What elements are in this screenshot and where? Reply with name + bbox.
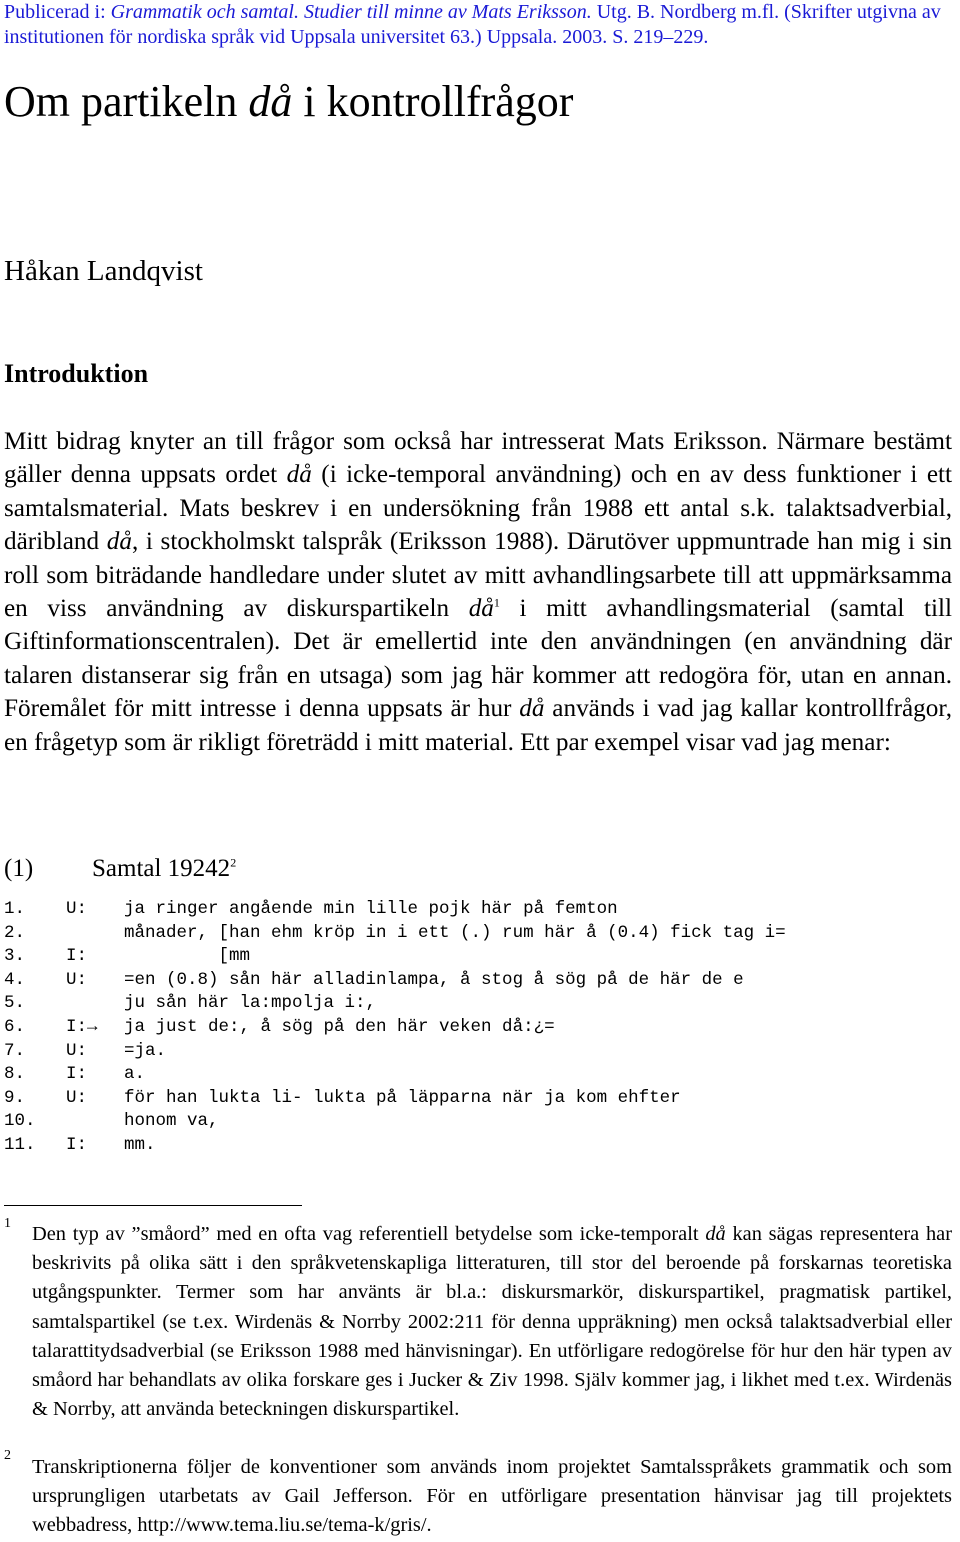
footnote-number: 2 [4,1448,11,1463]
text-run: i mitt avhandlingsmaterial (samtal till Giftinformationscentralen). Det är emellertid inte den användningen (en användning där talaren distanserar sig från en utsaga) som jag här kommer att redogöra för, utan en annan. Föremålet för mitt intresse i denna uppsats är hur [4,595,952,723]
italic-word: då [468,595,494,623]
example-title: Samtal 19242 [92,855,231,882]
speaker: U: [66,1087,88,1108]
line-number: 1. [4,899,26,919]
line-number: 6. [4,1016,26,1037]
line-number: 10. [4,1111,36,1132]
transcript-line [4,1087,786,1111]
utterance: ja just de:, å sög på den här veken då:¿= [124,1016,555,1037]
speaker: U: [66,899,88,919]
title-italic-word: då [248,77,293,126]
transcript-line [4,1016,786,1040]
italic-word: då [519,695,545,723]
line-number: 8. [4,1064,26,1085]
utterance: för han lukta li- lukta på läpparna när ja kom ehfter [124,1087,681,1108]
text-run: används i vad jag kallar kontrollfrågor, en frågetyp som är rikligt företrädd i mitt material. Ett par exempel visar vad jag menar: [4,695,952,756]
pub-book-title: Grammatik och samtal. Studier till minne av Mats Eriksson. [110,1,592,23]
line-number: 9. [4,1087,26,1108]
text-run: , i stockholmskt talspråk (Eriksson 1988). Därutöver uppmuntrade han mig i sin roll som biträdande handledare under slutet av mitt avhandlingsarbete till att uppmärksamma en viss användning av diskurspartikeln [4,528,952,623]
utterance: mm. [124,1134,156,1155]
line-number: 2. [4,922,26,943]
title-part: i kontrollfrågor [292,77,574,126]
speaker: I: [66,1064,88,1085]
utterance: ju sån här la:mpolja i:, [124,993,377,1014]
line-number: 11. [4,1134,36,1155]
italic-word: då [705,1223,726,1245]
utterance: månader, [han ehm kröp in i ett (.) rum här å (0.4) fick tag i= [124,922,786,943]
text-run: kan sägas representera har beskrivits på olika sätt i den språkvetenskapliga litteraturen, till stor del beroende på forskarnas teoretiska utgångspunkter. Termer som har använts är bl.a.: diskursmarkör, diskurspartikel, pragmatisk partikel, samtalspartikel (se t.ex. Wirdenäs & Norrby 2002:211 för denna uppräkning) men också talaktsadverbial eller talarattitydsadverbial (se Eriksson 1988 med hänvisningar). En utförligare redogörelse för hur den här typen av småord har behandlats av olika forskare ges i Jucker & Ziv 1998. Själv kommer jag, i likhet med t.ex. Wirdenäs & Norrby, att använda beteckningen diskurspartikel. [32,1223,952,1421]
title-part: Om partikeln [4,77,249,126]
transcript [4,898,786,1158]
publication-note [4,0,954,50]
speaker: U: [66,1040,88,1061]
utterance: a. [124,1064,146,1085]
line-number: 4. [4,969,26,990]
utterance: honom va, [124,1111,219,1132]
example-heading [4,852,236,886]
utterance: =en (0.8) sån här alladinlampa, å stog å sög på de här de e [124,969,744,990]
italic-word: då [286,461,312,489]
italic-word: då [106,528,132,556]
transcript-line [4,969,786,993]
author-name: Håkan Landqvist [4,255,203,287]
transcript-line [4,898,786,922]
footnote-2: Transkriptionerna följer de konventioner som används inom projektet Samtalsspråkets grammatik och som ursprungligen utarbetats av Gail Jefferson. För en utförligare presentation hänvisar jag till projektets webbadress, http://www.tema.liu.se/tema-k/gris/. [32,1456,952,1537]
footnote-ref[interactable]: 1 [493,595,500,610]
pub-details: Utg. B. Nordberg m.fl. (Skrifter utgivna av institutionen för nordiska språk vid Uppsala universitet 63.) Uppsala. 2003. S. 219–229. [4,1,941,48]
footnote-ref[interactable]: 2 [230,855,237,870]
intro-paragraph [4,425,952,759]
transcript-line [4,1110,786,1134]
utterance: [mm [124,946,251,967]
speaker: I:→ [66,1016,98,1037]
transcript-line [4,1134,786,1158]
article-title [4,74,573,130]
transcript-line [4,922,786,946]
speaker: U: [66,969,88,990]
text-run: Den typ av ”småord” med en ofta vag referentiell betydelse som icke-temporalt [32,1223,706,1245]
footnote-number: 1 [4,1216,11,1231]
footnote-1 [32,1220,952,1424]
line-number: 3. [4,946,26,967]
text-run: (i icke-temporal användning) och en av dess funktioner i ett samtalsmaterial. Mats beskrev i en undersökning från 1988 ett antal s.k. talaktsadverbial, däribland [4,461,953,556]
line-number: 5. [4,993,26,1014]
section-heading: Introduktion [4,359,149,388]
speaker: I: [66,946,88,967]
line-number: 7. [4,1040,26,1061]
transcript-line [4,1040,786,1064]
speaker: I: [66,1134,88,1155]
footnote-rule [4,1205,302,1206]
utterance: =ja. [124,1040,167,1061]
transcript-line [4,1063,786,1087]
transcript-line [4,945,786,969]
transcript-line [4,992,786,1016]
pub-prefix: Publicerad i: [4,1,111,23]
text-run: Mitt bidrag knyter an till frågor som också har intresserat Mats Eriksson. Närmare bestämt gäller denna uppsats ordet [4,428,952,489]
utterance: ja ringer angående min lille pojk här på femton [124,899,618,919]
example-label: (1) [4,855,34,882]
